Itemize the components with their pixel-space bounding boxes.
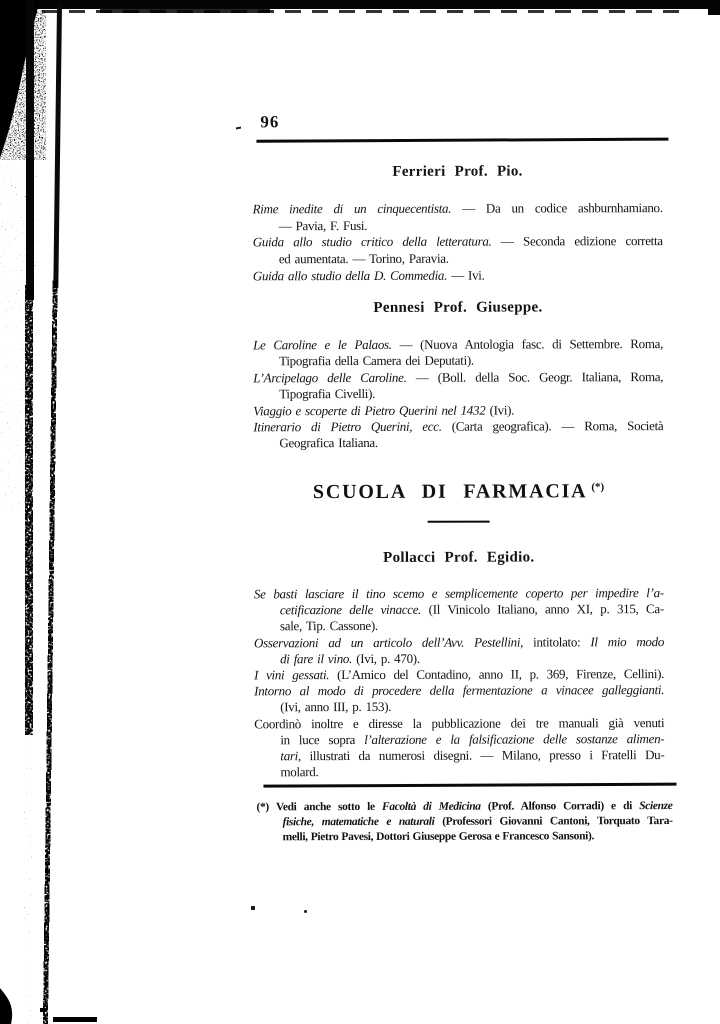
text-line — [253, 200, 663, 218]
text-segment: (Ivi, anno III, p. 153). — [280, 699, 392, 715]
section-heading-pollacci: Pollacci Prof. Egidio. — [383, 549, 535, 566]
text-segment: (Professori Giovanni Cantoni, Torquato Tara- — [434, 815, 673, 828]
school-title — [254, 480, 664, 504]
text-segment: (Ivi, p. 470). — [352, 650, 420, 666]
bibliography-ferrieri — [253, 200, 663, 285]
text-segment: di fare il vino. — [280, 650, 353, 667]
text-line — [254, 747, 664, 764]
text-segment: cetificazione delle vinacce. — [279, 602, 422, 618]
text-line — [253, 385, 663, 403]
text-segment: — (Nuova Antologia fasc. di Settembre. Roma, — [391, 336, 664, 352]
text-segment: Itinerario di Pietro Querini, ecc. — [253, 418, 442, 435]
text-line — [257, 814, 673, 831]
text-segment: Guida allo studio della D. Commedia. — [252, 267, 448, 284]
bibliography-pennesi — [253, 336, 663, 452]
text-line — [253, 352, 663, 370]
text-segment: Le Caroline e le Palaos. — [253, 336, 392, 353]
text-line — [257, 829, 673, 846]
text-line — [254, 617, 664, 634]
text-segment: Scienze — [639, 800, 673, 813]
text-segment: (Il Vinicolo Italiano, anno XI, p. 315, Ca- — [421, 601, 664, 618]
text-line — [254, 763, 664, 780]
text-line — [253, 250, 663, 268]
text-segment: ed aumentata. — Torino, Paravia. — [278, 250, 449, 267]
footnote — [257, 799, 673, 846]
text-line — [254, 601, 664, 618]
text-segment: — Seconda edizione corretta — [491, 233, 663, 249]
text-line — [254, 585, 664, 602]
text-segment: (Ivi). — [485, 402, 515, 418]
text-segment: Rime inedite di un cinquecentista. — [252, 200, 452, 217]
divider-rule — [428, 521, 490, 523]
text-segment: Tipografia Civelli). — [279, 386, 376, 402]
text-segment: (*) Vedi anche sotto le — [256, 800, 383, 814]
school-title-text: SCUOLA DI FARMACIA — [312, 480, 588, 504]
text-line — [254, 666, 664, 683]
text-segment: Osservazioni ad un articolo dell’Avv. Pestellini, — [253, 634, 524, 650]
text-line — [253, 217, 663, 235]
text-segment: — (Boll. della Soc. Geogr. Italiana, Roma, — [406, 368, 664, 385]
text-segment: Se basti lasciare il tino scemo e semplicemente coperto per impedire l’a- — [253, 585, 664, 602]
text-segment: tari, — [280, 748, 301, 764]
text-segment: I vini gessati. — [254, 667, 330, 683]
text-segment: Geografica Italiana. — [279, 435, 378, 451]
text-segment: (Prof. Alfonso Corradi) e di — [480, 800, 640, 813]
text-segment: in luce sopra — [280, 731, 365, 748]
text-line — [253, 434, 663, 452]
section-heading-ferrieri: Ferrieri Prof. Pio. — [392, 163, 523, 180]
text-line — [253, 336, 663, 354]
text-segment: L’Arcipelago delle Caroline. — [253, 369, 407, 386]
text-segment: Coordinò inoltre e diresse la pubblicazione dei tre manuali già venuti — [254, 714, 665, 731]
text-segment: illustrati da numerosi disegni. — Milano, presso i Fratelli Du- — [300, 747, 665, 764]
text-line — [253, 402, 663, 420]
footnote-rule — [263, 783, 676, 788]
text-segment: — Ivi. — [447, 267, 485, 283]
text-segment: Tipografia della Camera dei Deputati). — [279, 353, 474, 369]
text-line — [254, 731, 664, 748]
text-segment: fisiche, matematiche e naturali — [282, 815, 435, 829]
text-segment: molard. — [280, 764, 319, 780]
text-segment: — Da un codice ashburnhamiano. — [451, 200, 663, 216]
text-line — [254, 650, 664, 667]
text-line — [254, 715, 664, 732]
header-rule — [256, 138, 668, 143]
bibliography-pollacci — [254, 585, 665, 781]
text-line — [253, 267, 663, 285]
text-segment: Intorno al modo di procedere della fermentazione a vinacee galleggianti. — [254, 682, 665, 699]
text-line — [253, 418, 663, 436]
footnote-mark: (*) — [591, 481, 605, 494]
page-number: 96 — [260, 112, 280, 132]
text-segment: — Pavia, F. Fusi. — [278, 217, 368, 233]
text-segment: melli, Pietro Pavesi, Dottori Giuseppe Gerosa e Francesco Sansoni). — [282, 830, 595, 844]
text-segment: Facoltà di Medicina — [381, 800, 481, 813]
text-segment: Il mio modo — [590, 633, 665, 649]
text-line — [254, 682, 664, 699]
text-segment: (Carta geografica). — Roma, Società — [441, 418, 664, 434]
text-line — [254, 698, 664, 715]
text-line — [253, 369, 663, 387]
text-segment: l’alterazione e la falsificazione delle sostanze alimen- — [364, 730, 665, 747]
text-line — [254, 634, 664, 651]
text-segment: sale, Tip. Cassone). — [279, 618, 378, 634]
section-heading-pennesi: Pennesi Prof. Giuseppe. — [373, 299, 543, 316]
text-segment: Viaggio e scoperte di Pietro Querini nel 1432 — [253, 402, 486, 418]
text-segment: intitolato: — [523, 633, 591, 650]
text-line — [257, 799, 673, 816]
text-segment: Guida allo studio critico della letteratura. — [252, 233, 492, 250]
text-segment: (L’Amico del Contadino, anno II, p. 369, Firenze, Cellini). — [329, 666, 665, 683]
text-line — [253, 233, 663, 251]
